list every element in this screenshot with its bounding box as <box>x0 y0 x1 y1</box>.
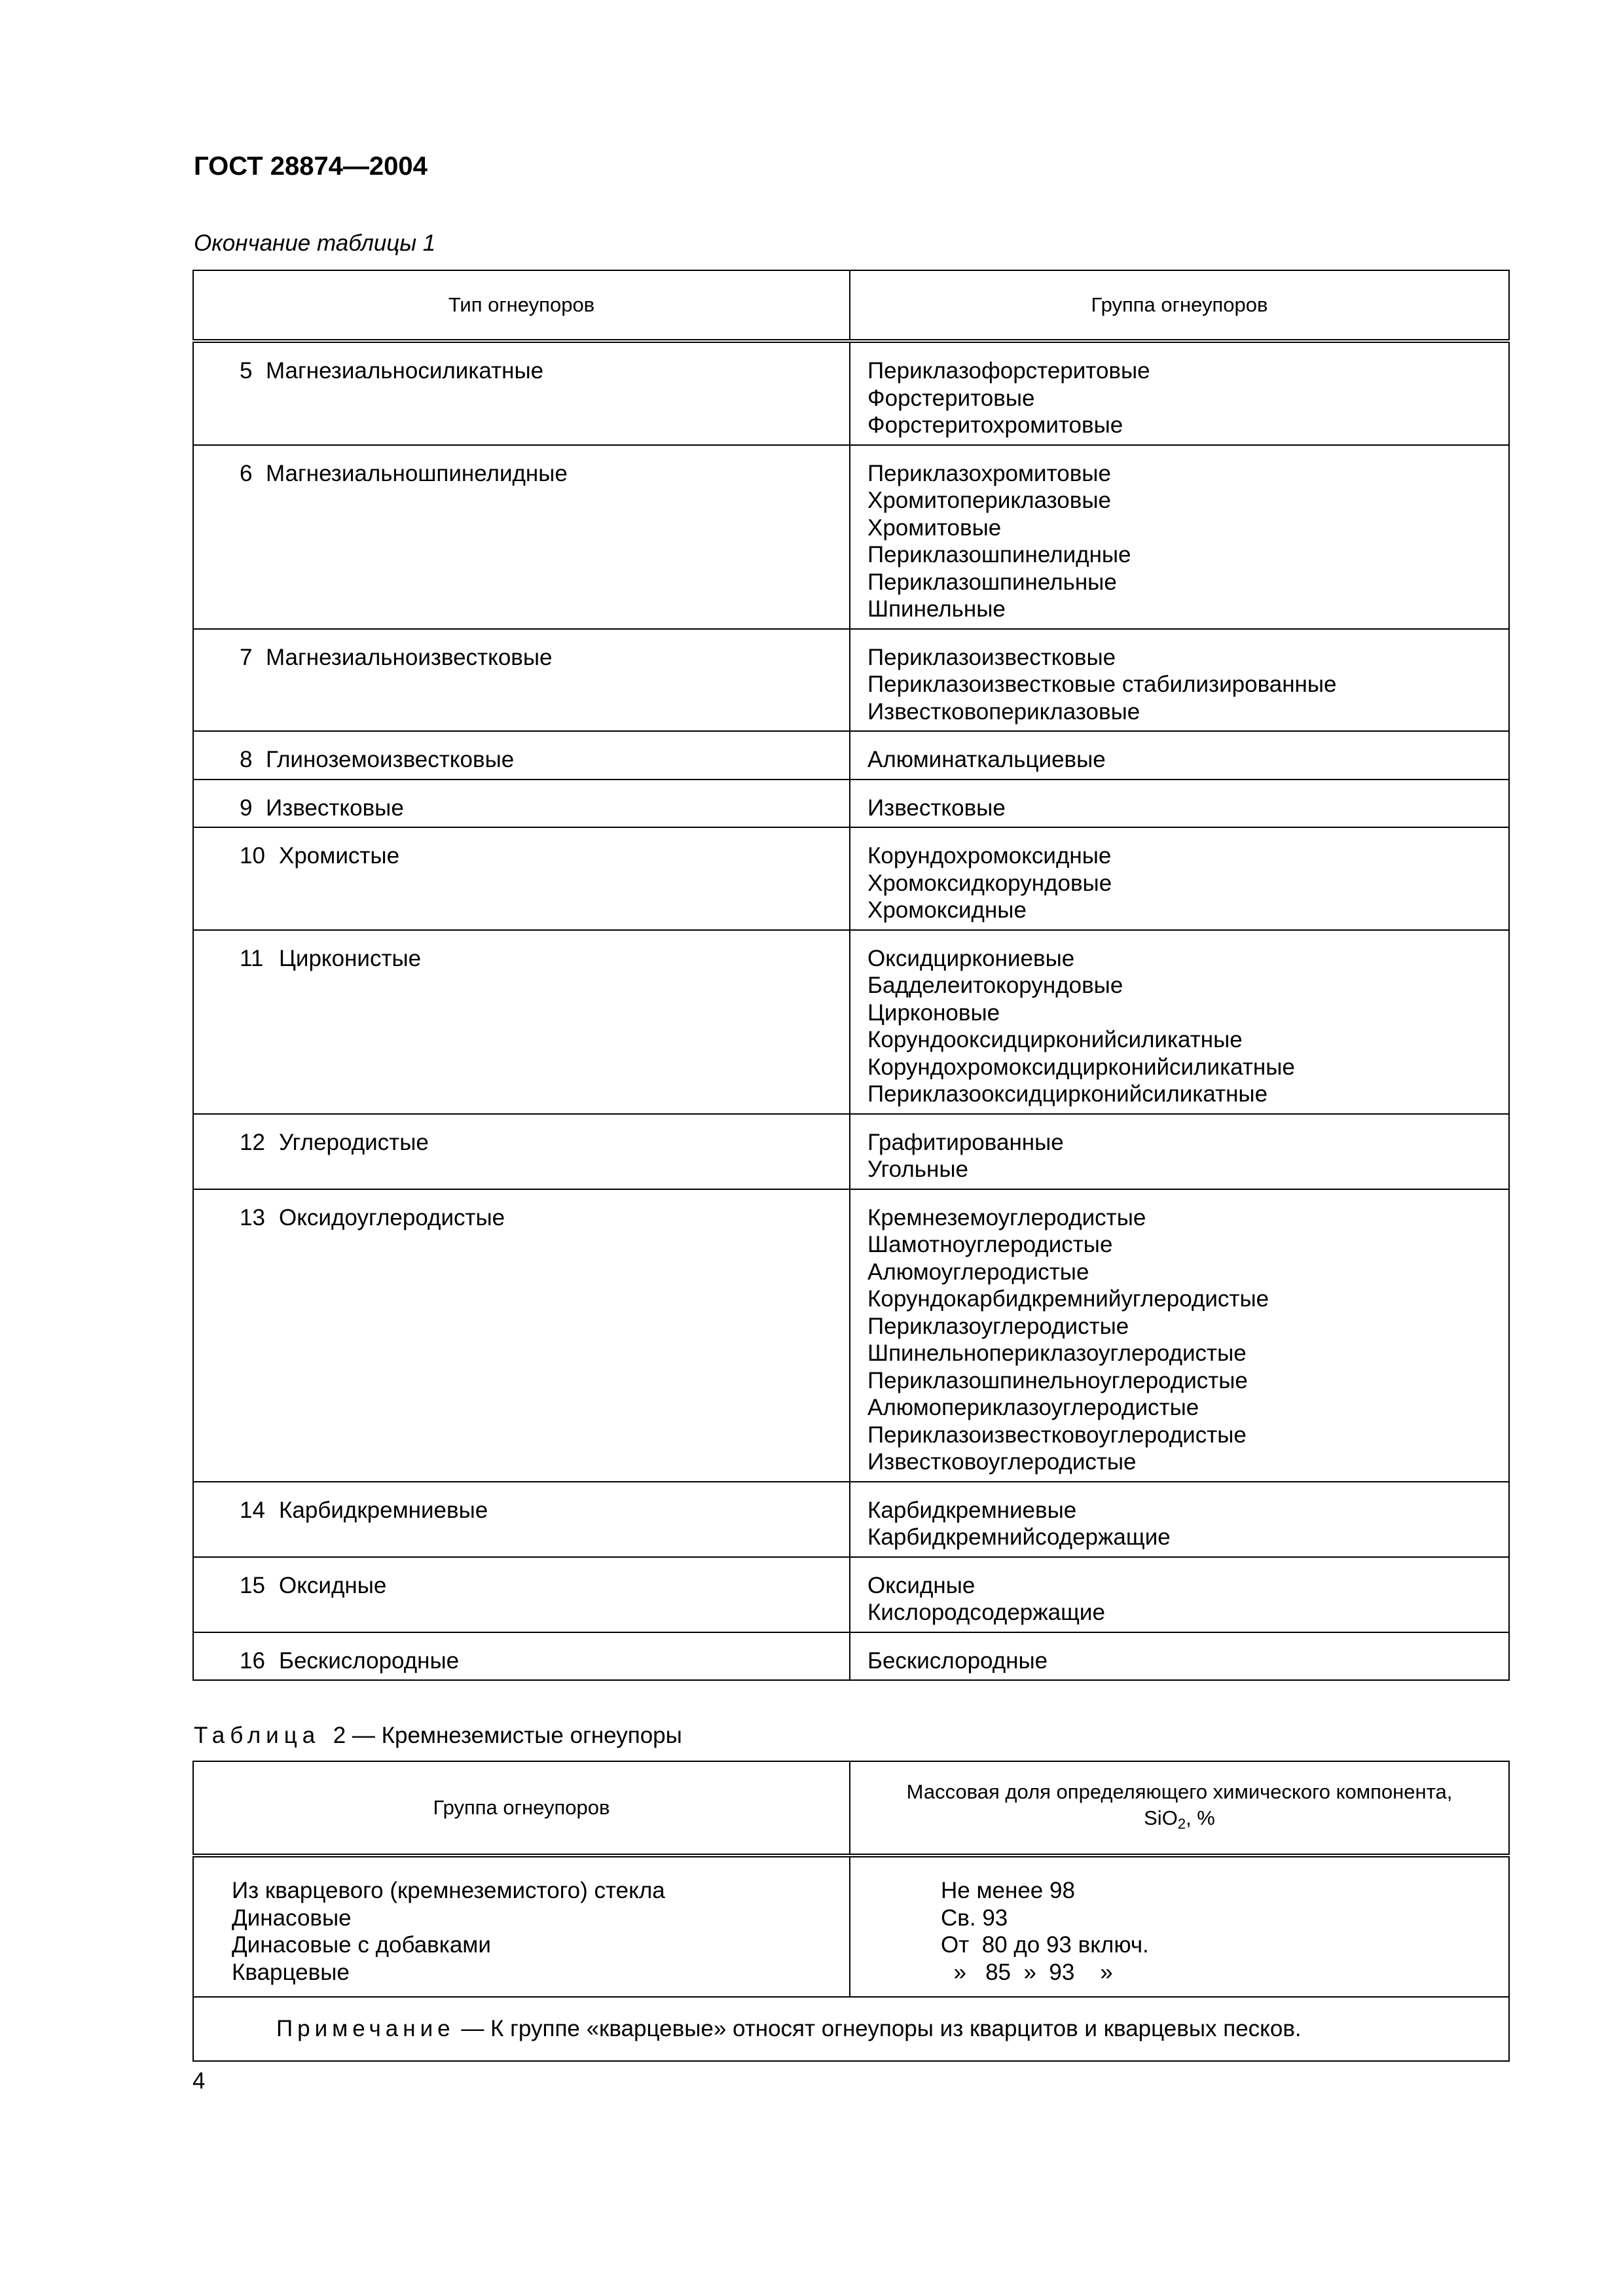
row-number: 6 <box>240 460 253 486</box>
table2-value-item: Не менее 98 <box>941 1878 1075 1903</box>
table2-value-cell <box>850 1856 1509 1997</box>
refractory-type-cell <box>193 827 850 930</box>
table1 <box>192 270 1510 1681</box>
row-number: 8 <box>240 747 253 772</box>
refractory-group-item: Периклазошпинелидные <box>867 542 1131 567</box>
refractory-group-item: Периклазоизвестковые <box>867 644 1116 670</box>
refractory-group-item: Хромоксидные <box>867 897 1027 923</box>
refractory-group-item: Шпинельнопериклазоуглеродистые <box>867 1340 1247 1366</box>
refractory-type-cell <box>193 780 850 828</box>
table1-row <box>193 445 1509 629</box>
table2 <box>192 1761 1510 2062</box>
refractory-type-cell <box>193 930 850 1114</box>
refractory-type: Оксидные <box>279 1572 387 1598</box>
table2-group-item: Динасовые <box>232 1905 352 1931</box>
table1-body <box>193 341 1509 1680</box>
refractory-group-item: Цирконовые <box>867 999 1000 1026</box>
table2-header-formula: SiO <box>1144 1806 1178 1829</box>
refractory-group-item: Периклазоуглеродистые <box>867 1313 1129 1339</box>
refractory-type-cell <box>193 1114 850 1189</box>
refractory-group-cell <box>850 341 1509 445</box>
refractory-group-cell <box>850 731 1509 780</box>
refractory-group-cell <box>850 1189 1509 1482</box>
refractory-type: Известковые <box>266 795 404 821</box>
refractory-group-cell <box>850 445 1509 629</box>
table1-row <box>193 1632 1509 1681</box>
refractory-group-item: Алюминаткальциевые <box>867 747 1106 772</box>
row-number: 15 <box>240 1572 265 1598</box>
refractory-group-item: Корундооксидцирконийсиликатные <box>867 1027 1243 1052</box>
note-label: Примечание <box>276 2016 455 2041</box>
refractory-group-item: Известковоуглеродистые <box>867 1449 1137 1475</box>
refractory-type: Магнезиальношпинелидные <box>266 460 568 486</box>
refractory-group-item: Бадделеитокорундовые <box>867 973 1123 998</box>
row-number: 5 <box>240 358 253 384</box>
table1-row <box>193 341 1509 445</box>
refractory-group-item: Известковопериклазовые <box>867 698 1140 725</box>
row-number: 10 <box>240 843 265 869</box>
table1-row <box>193 827 1509 930</box>
table2-group-item: Кварцевые <box>232 1959 350 1985</box>
refractory-group-item: Кремнеземоуглеродистые <box>867 1204 1146 1230</box>
refractory-group-item: Шамотноуглеродистые <box>867 1232 1113 1257</box>
refractory-type: Глиноземоизвестковые <box>266 747 515 772</box>
refractory-group-item: Алюмоуглеродистые <box>867 1259 1089 1285</box>
row-number: 14 <box>240 1497 265 1523</box>
table2-group-item: Динасовые с добавками <box>232 1932 491 1958</box>
table1-row <box>193 1114 1509 1189</box>
table2-caption-text: 2 — Кремнеземистые огнеупоры <box>333 1723 682 1748</box>
refractory-type: Карбидкремниевые <box>279 1497 488 1523</box>
refractory-group-item: Кислородсодержащие <box>867 1600 1105 1625</box>
refractory-type: Оксидоуглеродистые <box>279 1204 505 1230</box>
page-number: 4 <box>192 2068 206 2094</box>
refractory-type-cell <box>193 341 850 445</box>
refractory-group-cell <box>850 780 1509 828</box>
refractory-group-cell <box>850 827 1509 930</box>
refractory-group-cell <box>850 1114 1509 1189</box>
refractory-type: Углеродистые <box>279 1129 429 1155</box>
refractory-group-item: Корундохромоксидные <box>867 843 1112 869</box>
refractory-type: Магнезиальносиликатные <box>266 358 544 384</box>
note-text: — К группе «кварцевые» относят огнеупоры из кварцитов и кварцевых песков. <box>454 2016 1302 2041</box>
refractory-group-item: Периклазошпинельные <box>867 569 1117 595</box>
refractory-group-item: Периклазоизвестковые стабилизированные <box>867 672 1337 697</box>
refractory-type-cell <box>193 731 850 780</box>
refractory-group-item: Карбидкремнийсодержащие <box>867 1524 1171 1550</box>
table1-row <box>193 930 1509 1114</box>
table1-row <box>193 731 1509 780</box>
row-number: 12 <box>240 1129 265 1155</box>
refractory-group-item: Корундохромоксидцирконийсиликатные <box>867 1054 1295 1080</box>
refractory-type-cell <box>193 629 850 732</box>
refractory-group-item: Бескислородные <box>867 1647 1048 1674</box>
table1-caption: Окончание таблицы 1 <box>194 230 436 256</box>
refractory-group-cell <box>850 1482 1509 1557</box>
refractory-group-item: Периклазофорстеритовые <box>867 358 1150 384</box>
refractory-group-item: Графитированные <box>867 1129 1064 1155</box>
refractory-group-item: Оксидциркониевые <box>867 945 1075 971</box>
table1-row <box>193 629 1509 732</box>
table2-note <box>193 1997 1509 2061</box>
refractory-group-item: Периклазошпинельноуглеродистые <box>867 1367 1248 1393</box>
refractory-group-item: Форстеритовые <box>867 385 1035 411</box>
refractory-group-item: Хромитопериклазовые <box>867 488 1111 513</box>
refractory-group-item: Периклазооксидцирконийсиликатные <box>867 1081 1268 1107</box>
refractory-group-item: Периклазохромитовые <box>867 460 1111 486</box>
refractory-group-item: Угольные <box>867 1157 968 1182</box>
refractory-type: Цирконистые <box>279 945 422 971</box>
refractory-group-item: Хромоксидкорундовые <box>867 870 1112 896</box>
table2-header-line1: Массовая доля определяющего химического компонента, <box>906 1780 1453 1803</box>
refractory-type-cell <box>193 1632 850 1681</box>
refractory-group-cell <box>850 1632 1509 1681</box>
refractory-group-item: Периклазоизвестковоуглеродистые <box>867 1422 1247 1448</box>
table2-value-item: От 80 до 93 включ. <box>941 1932 1149 1958</box>
table2-header-group: Группа огнеупоров <box>193 1761 850 1856</box>
table2-header-unit: , % <box>1186 1806 1215 1829</box>
table2-group-cell <box>193 1856 850 1997</box>
table1-header-group: Группа огнеупоров <box>850 270 1509 341</box>
table2-note-row <box>193 1997 1509 2061</box>
refractory-group-item: Известковые <box>867 795 1006 821</box>
row-number: 16 <box>240 1647 265 1674</box>
table2-value-item: » 85 » 93 » <box>941 1959 1113 1985</box>
table1-row <box>193 1482 1509 1557</box>
refractory-group-item: Хромитовые <box>867 514 1002 541</box>
table1-row <box>193 780 1509 828</box>
refractory-group-item: Шпинельные <box>867 596 1006 622</box>
row-number: 11 <box>240 945 264 971</box>
refractory-group-item: Оксидные <box>867 1572 976 1598</box>
refractory-type-cell <box>193 1482 850 1557</box>
table1-row <box>193 1557 1509 1632</box>
refractory-type: Бескислородные <box>279 1647 460 1674</box>
refractory-type-cell <box>193 445 850 629</box>
table1-row <box>193 1189 1509 1482</box>
table2-header-row <box>193 1761 1509 1856</box>
refractory-group-item: Корундокарбидкремнийуглеродистые <box>867 1286 1269 1312</box>
table2-header-subscript: 2 <box>1177 1815 1186 1832</box>
row-number: 13 <box>240 1204 265 1230</box>
table1-header-type: Тип огнеупоров <box>193 270 850 341</box>
refractory-group-item: Алюмопериклазоуглеродистые <box>867 1395 1199 1420</box>
refractory-group-cell <box>850 1557 1509 1632</box>
refractory-group-item: Форстеритохромитовые <box>867 412 1123 438</box>
refractory-type: Магнезиальноизвестковые <box>266 644 553 670</box>
refractory-group-cell <box>850 629 1509 732</box>
refractory-type: Хромистые <box>279 843 400 869</box>
document-header: ГОСТ 28874—2004 <box>194 152 428 181</box>
row-number: 7 <box>240 644 253 670</box>
row-number: 9 <box>240 795 253 821</box>
table2-row <box>193 1856 1509 1997</box>
table1-header-row <box>193 270 1509 341</box>
refractory-group-cell <box>850 930 1509 1114</box>
refractory-type-cell <box>193 1557 850 1632</box>
table2-header-mass-fraction <box>850 1761 1509 1856</box>
table2-caption <box>194 1723 682 1749</box>
refractory-group-item: Карбидкремниевые <box>867 1497 1077 1523</box>
table2-group-item: Из кварцевого (кремнеземистого) стекла <box>232 1878 665 1903</box>
table2-value-item: Св. 93 <box>941 1905 1008 1931</box>
table2-caption-label: Таблица <box>194 1723 321 1748</box>
refractory-type-cell <box>193 1189 850 1482</box>
